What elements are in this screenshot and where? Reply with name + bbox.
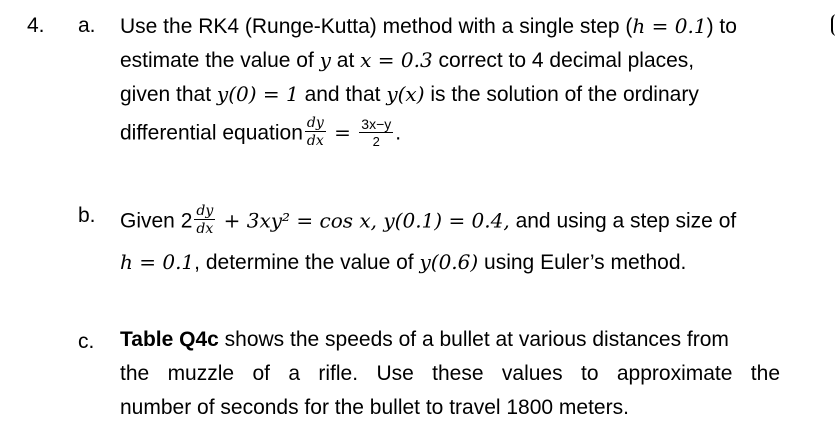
part-b-label: b. xyxy=(78,204,96,227)
fraction-numerator: 3x−y xyxy=(361,115,392,132)
fraction-denominator: dx xyxy=(196,221,214,237)
text: given that xyxy=(120,83,217,106)
part-c-line-2: the muzzle of a rifle. Use these values to approximate the xyxy=(120,362,780,385)
text: Given 2 xyxy=(120,209,193,233)
text: at xyxy=(330,49,361,72)
text: and that xyxy=(298,83,387,106)
part-c-line-1 xyxy=(120,327,729,353)
text: differential equation xyxy=(120,121,303,145)
question-number: 4. xyxy=(27,14,45,37)
text: ) to xyxy=(706,15,737,38)
table-reference: Table Q4c xyxy=(120,328,219,351)
fraction-denominator: 2 xyxy=(372,133,380,149)
equals-sign: = xyxy=(327,120,358,145)
math-y: y xyxy=(319,48,331,72)
text: and using a step size of xyxy=(509,209,737,233)
text: shows the speeds of a bullet at various distances from xyxy=(218,328,729,351)
text: correct to 4 decimal places, xyxy=(432,49,695,72)
part-b-line-2 xyxy=(120,249,686,276)
text: . xyxy=(395,121,402,145)
math-y-target: y(0.6) xyxy=(419,250,479,274)
math-step-size: h = 0.1 xyxy=(120,250,195,274)
math-x-value: x = 0.3 xyxy=(360,48,433,72)
part-a-line-2 xyxy=(120,47,694,74)
text: , determine the value of xyxy=(194,251,420,274)
part-a-label: a. xyxy=(78,14,96,37)
part-c-line-3: number of seconds for the bullet to travel 1800 meters. xyxy=(120,396,629,419)
part-a-line-3 xyxy=(120,81,699,108)
part-a-line-1 xyxy=(120,13,737,40)
math-initial-condition: y(0) = 1 xyxy=(216,82,299,106)
margin-bracket-mark xyxy=(831,14,835,36)
part-a-line-4 xyxy=(120,115,402,150)
fraction-dy-dx xyxy=(305,116,326,148)
math-equation: + 3xy² = cos x, y(0.1) = 0.4, xyxy=(217,208,510,233)
text: is the solution of the ordinary xyxy=(424,83,699,106)
math-step-size: h = 0.1 xyxy=(632,14,707,38)
text: estimate the value of xyxy=(120,49,320,72)
fraction-rhs xyxy=(359,117,393,148)
part-b-line-1 xyxy=(120,203,737,238)
fraction-numerator: dy xyxy=(196,203,214,219)
fraction-dy-dx xyxy=(194,204,215,236)
text: Use the RK4 (Runge-Kutta) method with a single step ( xyxy=(120,15,633,38)
fraction-numerator: dy xyxy=(306,115,324,131)
text: using Euler’s method. xyxy=(478,251,687,274)
part-c-label: c. xyxy=(78,330,95,353)
fraction-denominator: dx xyxy=(306,133,324,149)
math-y-of-x: y(x) xyxy=(386,82,425,106)
